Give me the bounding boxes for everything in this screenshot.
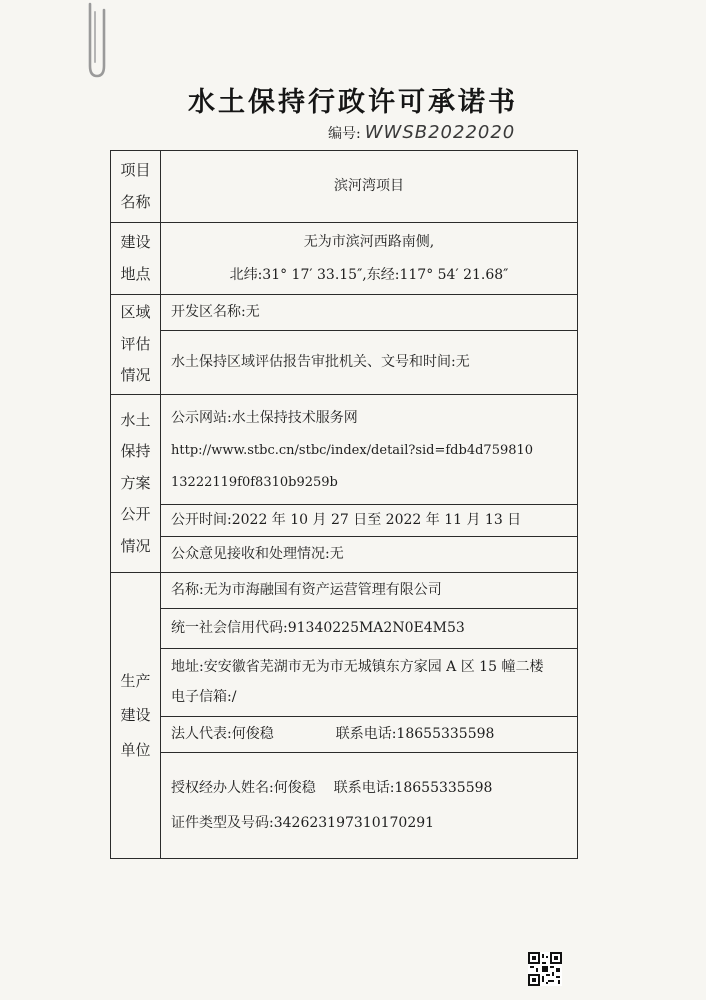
unit-email: 电子信箱:/ [171, 688, 237, 705]
address-row [111, 649, 578, 717]
location-coordinates: 北纬:31° 17′ 33.15″,东经:117° 54′ 21.68″ [229, 266, 509, 283]
paper-clip-icon [82, 0, 112, 80]
commitment-table [110, 150, 578, 859]
unit-address: 地址:安安徽省芜湖市无为市无城镇东方家园 A 区 15 幢二楼 [171, 659, 544, 676]
zone-row [111, 295, 578, 331]
project-label: 项目 名称 [111, 151, 161, 223]
opinions-row [111, 537, 578, 573]
website-url-line1: http://www.stbc.cn/stbc/index/detail?sid=fdb4d759810 [171, 442, 534, 458]
location-address: 无为市滨河西路南侧, [303, 234, 435, 251]
agent-row [111, 753, 578, 859]
agent-phone: 联系电话:18655335598 [333, 779, 493, 796]
agent-id: 证件类型及号码:342623197310170291 [171, 814, 435, 831]
location-value [161, 223, 578, 295]
qr-code-icon [528, 952, 562, 986]
legal-row [111, 717, 578, 753]
document-title: 水土保持行政许可承诺书 [188, 87, 518, 118]
website-name: 公示网站:水土保持技术服务网 [171, 409, 358, 426]
disclosure-label: 水土 保持 方案 公开 情况 [111, 395, 161, 573]
agent-line [171, 771, 577, 806]
serial-handwritten-value: WWSB2022020 [364, 122, 516, 143]
location-label: 建设 地点 [111, 223, 161, 295]
credit-row [111, 609, 578, 649]
period-row [111, 505, 578, 537]
serial-label: 编号: [328, 126, 361, 142]
regional-report: 水土保持区域评估报告审批机关、文号和时间:无 [161, 331, 578, 395]
unit-name-row [111, 573, 578, 609]
website-url-line2: 13222119f0f8310b9259b [171, 474, 338, 490]
serial-number [328, 122, 515, 143]
disclosure-period: 公开时间:2022 年 10 月 27 日至 2022 年 11 月 13 日 [161, 505, 578, 537]
public-opinions: 公众意见接收和处理情况:无 [161, 537, 578, 573]
unit-credit-code: 统一社会信用代码:91340225MA2N0E4M53 [161, 609, 578, 649]
project-row [111, 151, 578, 223]
regional-label: 区域 评估 情况 [111, 295, 161, 395]
legal-phone: 联系电话:18655335598 [335, 725, 495, 742]
location-row [111, 223, 578, 295]
agent-name: 授权经办人姓名:何俊稳 [171, 779, 316, 796]
unit-address-block [161, 649, 578, 717]
report-row [111, 331, 578, 395]
legal-representative: 法人代表:何俊稳 [171, 725, 274, 742]
unit-legal [161, 717, 578, 753]
disclosure-website [161, 395, 578, 505]
project-name: 滨河湾项目 [161, 151, 578, 223]
unit-agent [161, 753, 578, 859]
unit-name: 名称:无为市海融国有资产运营管理有限公司 [161, 573, 578, 609]
zone-name: 开发区名称:无 [161, 295, 578, 331]
website-row [111, 395, 578, 505]
unit-label: 生产 建设 单位 [111, 573, 161, 859]
